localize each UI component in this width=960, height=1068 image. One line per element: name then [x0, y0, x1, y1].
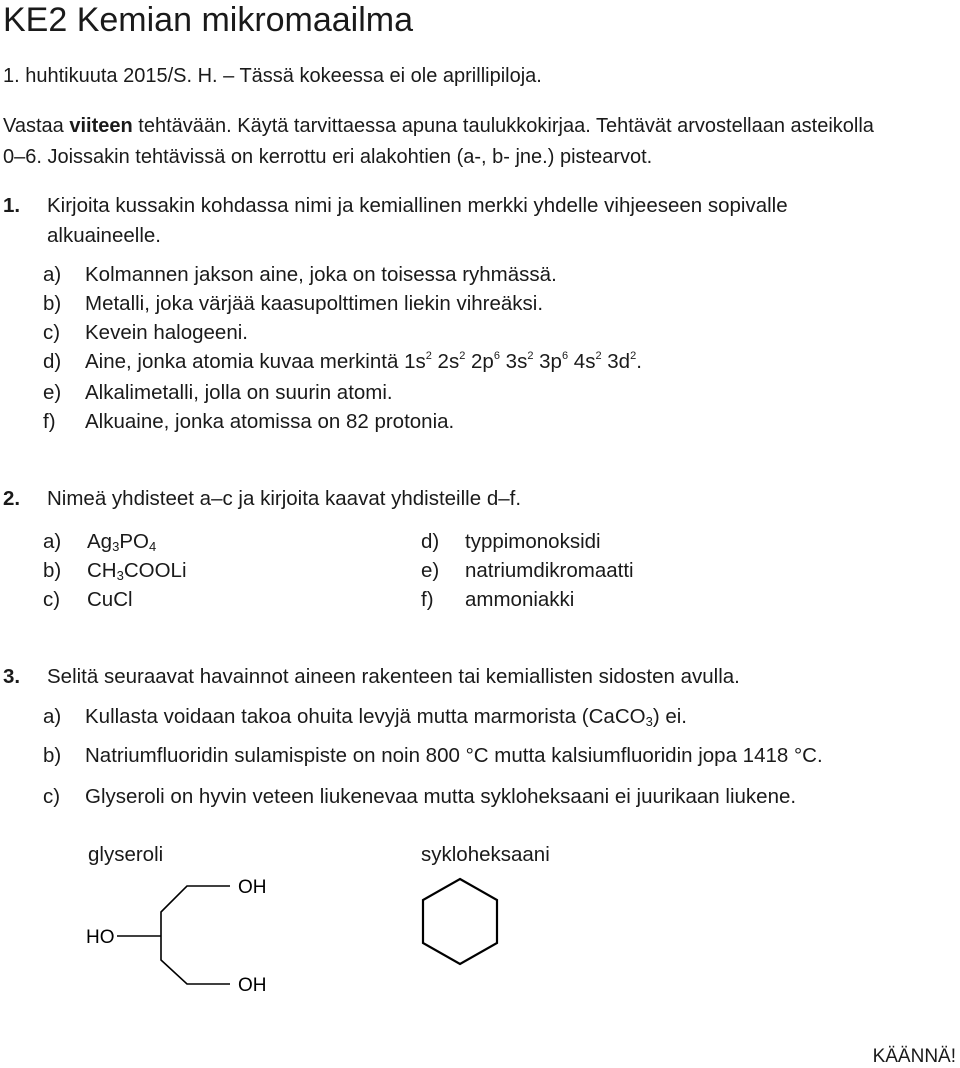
formula: [87, 559, 187, 582]
config-term: [471, 350, 500, 373]
page-title: KE2 Kemian mikromaailma: [3, 1, 414, 39]
glycerol-label: glyseroli: [88, 843, 164, 866]
config-exp: 6: [493, 350, 500, 362]
item-text: CuCl: [87, 588, 133, 611]
item-label: a): [43, 530, 62, 553]
q1-item-c: [43, 321, 248, 345]
formula-part: CH: [87, 559, 117, 582]
config-term: [506, 350, 534, 373]
instructions-line2: 0–6. Joissakin tehtävissä on kerrottu eri alakohtien (a-, b- jne.) pistearvot.: [3, 146, 653, 168]
item-label: c): [43, 321, 61, 344]
q1-item-b: [43, 292, 543, 316]
item-label: c): [43, 588, 61, 611]
item-text: typpimonoksidi: [465, 530, 601, 553]
q2-left-a: [43, 530, 156, 554]
cyclohexane-ring: [423, 879, 497, 964]
q3-heading: [3, 665, 740, 689]
cyclohexane-label: sykloheksaani: [421, 843, 550, 866]
glycerol-structure: [80, 865, 300, 1000]
item-label: d): [421, 530, 440, 553]
item-label: f): [421, 588, 434, 611]
instructions-line1: [3, 114, 874, 138]
q3-item-c: [43, 785, 796, 809]
config-end: .: [636, 350, 642, 373]
turn-over-note: KÄÄNNÄ!: [872, 1046, 956, 1067]
item-label: d): [43, 350, 62, 373]
q1-heading: [3, 194, 788, 218]
item-label: b): [43, 744, 62, 767]
q3-text: Selitä seuraavat havainnot aineen rakenteen tai kemiallisten sidosten avulla.: [47, 665, 740, 688]
item-text: ammoniakki: [465, 588, 575, 611]
formula-sub: 3: [645, 714, 653, 729]
formula-part: COOLi: [123, 559, 187, 582]
glycerol-ho-mid: HO: [86, 927, 115, 948]
q2-number: 2.: [3, 487, 21, 510]
item-text: Alkuaine, jonka atomissa on 82 protonia.: [85, 410, 455, 433]
item-text: Kullasta voidaan takoa ohuita levyjä mutta marmorista (CaCO: [85, 705, 646, 728]
q2-right-d: [421, 530, 601, 554]
q2-text: Nimeä yhdisteet a–c ja kirjoita kaavat yhdisteille d–f.: [47, 487, 522, 510]
q2-right-f: [421, 588, 574, 612]
item-label: e): [421, 559, 440, 582]
config-base: 2p: [471, 350, 494, 373]
q1-text: Kirjoita kussakin kohdassa nimi ja kemiallinen merkki yhdelle vihjeeseen sopivalle: [47, 194, 788, 217]
q1-number: 1.: [3, 194, 21, 217]
config-base: 1s: [404, 350, 426, 373]
config-base: 3p: [539, 350, 562, 373]
instructions-post: tehtävään. Käytä tarvittaessa apuna taulukkokirjaa. Tehtävät arvostellaan asteikolla: [132, 115, 874, 137]
config-base: 2s: [437, 350, 460, 373]
config-exp: 6: [561, 350, 569, 362]
formula-part: Ag: [87, 530, 113, 553]
formula-sub: 3: [112, 539, 120, 554]
instructions-pre: Vastaa: [3, 115, 70, 137]
cyclohexane-structure: [415, 870, 515, 985]
config-term: [574, 350, 602, 373]
formula: [87, 530, 156, 553]
item-text: natriumdikromaatti: [465, 559, 634, 582]
q2-right-e: [421, 559, 634, 583]
config-base: 3s: [505, 350, 528, 373]
q1-text-line2: alkuaineelle.: [47, 224, 161, 247]
config-base: 3d: [607, 350, 631, 373]
formula-part: PO: [119, 530, 149, 553]
item-text: Metalli, joka värjää kaasupolttimen liekin vihreäksi.: [85, 292, 544, 315]
electron-config: [404, 350, 642, 373]
glycerol-skeleton: [161, 886, 230, 984]
item-text: Kolmannen jakson aine, joka on toisessa ryhmässä.: [85, 263, 557, 286]
config-term: [438, 350, 466, 373]
instructions-bold: viiteen: [69, 115, 133, 137]
q1-item-a: [43, 263, 557, 287]
config-exp: 2: [459, 350, 466, 362]
item-text: Aine, jonka atomia kuvaa merkintä: [85, 350, 399, 373]
q2-heading: [3, 487, 521, 511]
config-term: [607, 350, 636, 373]
q3-item-a: [43, 705, 687, 729]
item-text: ) ei.: [652, 705, 688, 728]
config-exp: 2: [527, 350, 534, 362]
item-text: Natriumfluoridin sulamispiste on noin 800 °C mutta kalsiumfluoridin jopa 1418 °C.: [85, 744, 823, 767]
item-text: Kevein halogeeni.: [85, 321, 248, 344]
formula-sub: 4: [148, 539, 157, 554]
q3-number: 3.: [3, 665, 21, 688]
item-label: e): [43, 381, 62, 404]
config-exp: 2: [425, 350, 432, 362]
q1-item-e: [43, 381, 393, 405]
date-line: 1. huhtikuuta 2015/S. H. – Tässä kokeessa ei ole aprillipiloja.: [3, 65, 542, 87]
item-label: a): [43, 263, 62, 286]
item-label: c): [43, 785, 61, 808]
item-label: b): [43, 559, 62, 582]
item-text: Alkalimetalli, jolla on suurin atomi.: [85, 381, 393, 404]
formula-sub: 3: [116, 568, 124, 583]
q2-left-c: [43, 588, 133, 612]
glycerol-oh-top: OH: [238, 877, 267, 898]
item-text: Glyseroli on hyvin veteen liukenevaa mutta sykloheksaani ei juurikaan liukene.: [85, 785, 797, 808]
config-exp: 2: [595, 350, 602, 362]
item-label: f): [43, 410, 56, 433]
q2-left-b: [43, 559, 187, 583]
config-term: [539, 350, 568, 373]
config-exp: 2: [630, 350, 637, 362]
config-term: [404, 350, 432, 373]
item-label: a): [43, 705, 62, 728]
glycerol-oh-bottom: OH: [238, 975, 267, 996]
q1-item-f: [43, 410, 454, 434]
item-label: b): [43, 292, 62, 315]
q3-item-b: [43, 744, 823, 768]
q1-item-d: [43, 350, 642, 374]
config-base: 4s: [573, 350, 596, 373]
